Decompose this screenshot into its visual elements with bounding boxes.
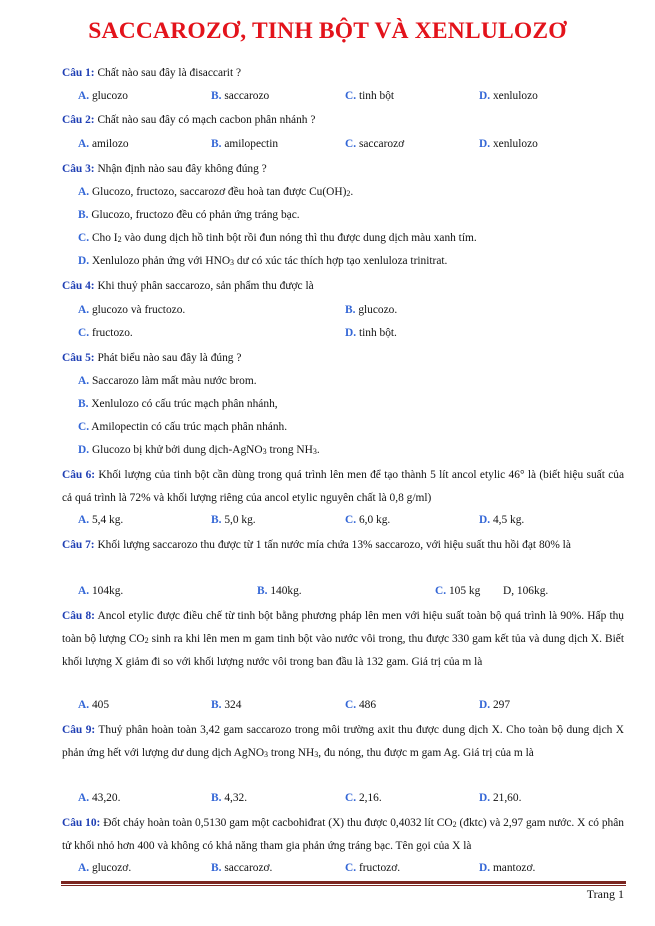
option-b: B. Xenlulozo có cấu trúc mạch phân nhánh, — [78, 398, 278, 410]
question-text: Chất nào sau đây là đisaccarit ? — [97, 67, 242, 79]
question-text: Khối lượng của tinh bột cần dùng trong quá trình lên men để tạo thành 5 lít ancol etylic 46° là (biết hiệu suất của cả quá trình là 72% và khối lượng riêng của ancol etylic nguyên chất là 0,8 g/ml) — [62, 469, 625, 504]
option-b: B. amilopectin — [211, 138, 279, 150]
question-text: Phát biểu nào sau đây là đúng ? — [97, 352, 242, 364]
option-b: B. saccarozơ. — [211, 862, 273, 874]
option-d: D. 21,60. — [479, 792, 522, 804]
question-text: Khi thuỷ phân saccarozo, sản phẩm thu được là — [97, 280, 314, 292]
option-a: A. 405 — [78, 699, 110, 711]
option-d: D. 4,5 kg. — [479, 514, 525, 526]
option-a: A. Glucozo, fructozo, saccarozơ đều hoà tan được $Cu(OH)_2$. — [78, 186, 354, 198]
option-d: D, 106kg. — [503, 585, 549, 597]
option-b: B. 4,32. — [211, 792, 248, 804]
option-a: A. Saccarozo làm mất màu nước brom. — [78, 375, 257, 387]
option-c: C. 6,0 kg. — [345, 514, 391, 526]
option-d: D. mantozơ. — [479, 862, 536, 874]
option-c: C. saccarozơ — [345, 138, 405, 150]
question-label: Câu 3: — [62, 163, 95, 175]
question-5 — [62, 347, 624, 370]
option-b: B. Glucozo, fructozo đều có phản ứng tráng bạc. — [78, 209, 300, 221]
question-2 — [62, 109, 624, 132]
question-text: Đốt cháy hoàn toàn 0,5130 gam một cacbohiđrat (X) thu được 0,4032 lít $CO_2$ (đktc) và 2,97 gam nước. X có phân tử khối nhỏ hơn 400 và không có khả năng tham gia phản ứng tráng bạc. Tên gọi của X là — [62, 817, 624, 852]
option-b: B. glucozo. — [345, 304, 398, 316]
question-label: Câu 7: — [62, 539, 95, 551]
option-b: B. 140kg. — [257, 585, 302, 597]
option-c: C. 105 kg — [435, 585, 481, 597]
question-10 — [62, 812, 624, 858]
question-label: Câu 1: — [62, 67, 95, 79]
option-c: C. 486 — [345, 699, 377, 711]
option-c: C. fructozo. — [78, 327, 133, 339]
option-c: C. Amilopectin có cấu trúc mạch phân nhánh. — [78, 421, 288, 433]
footer-rule-thin — [61, 885, 626, 886]
question-8 — [62, 605, 624, 674]
option-d: D. xenlulozo — [479, 90, 538, 102]
question-label: Câu 10: — [62, 817, 101, 829]
option-b: B. 324 — [211, 699, 242, 711]
option-d: D. 297 — [479, 699, 511, 711]
question-label: Câu 9: — [62, 724, 96, 736]
question-9 — [62, 719, 624, 765]
page-title: SACCAROZƠ, TINH BỘT VÀ XENLULOZƠ — [88, 18, 567, 44]
option-a: A. glucozo và fructozo. — [78, 304, 186, 316]
option-d: D. Glucozo bị khử bởi dung dịch-AgNO$_3$ trong $NH_3$. — [78, 444, 320, 456]
option-a: A. 5,4 kg. — [78, 514, 124, 526]
question-text: Chất nào sau đây có mạch cacbon phân nhánh ? — [97, 114, 316, 126]
page-number: Trang 1 — [586, 887, 624, 901]
option-d: D. Xenlulozo phản ứng với $HNO_3$ dư có xúc tác thích hợp tạo xenluloza trinitrat. — [78, 255, 448, 267]
option-a: A. amilozo — [78, 138, 129, 150]
option-b: B. 5,0 kg. — [211, 514, 256, 526]
question-label: Câu 8: — [62, 610, 95, 622]
option-a: A. 104kg. — [78, 585, 124, 597]
option-a: A. glucozơ. — [78, 862, 132, 874]
option-d: D. tinh bột. — [345, 327, 397, 339]
question-1 — [62, 62, 624, 85]
question-3 — [62, 158, 624, 181]
option-c: C. tinh bột — [345, 90, 395, 102]
option-d: D. xenlulozo — [479, 138, 538, 150]
question-text: Nhận định nào sau đây không đúng ? — [97, 163, 267, 175]
question-7 — [62, 534, 624, 557]
question-6 — [62, 464, 624, 510]
option-c: C. fructozơ. — [345, 862, 401, 874]
option-a: A. glucozo — [78, 90, 128, 102]
question-4 — [62, 275, 624, 298]
option-c: C. 2,16. — [345, 792, 382, 804]
option-b: B. saccarozo — [211, 90, 270, 102]
question-label: Câu 6: — [62, 469, 96, 481]
question-text: Khối lượng saccarozo thu được từ 1 tấn nước mía chứa 13% saccarozo, với hiệu suất thu hồi đạt 80% là — [97, 539, 571, 551]
option-c: C. Cho $I_2$ vào dung dịch hồ tinh bột rồi đun nóng thì thu được dung dịch màu xanh tím. — [78, 232, 477, 244]
question-text: Ancol etylic được điều chế từ tinh bột bằng phương pháp lên men với hiệu suất toàn bộ quá trình là 90%. Hấp thụ toàn bộ lượng $CO_2$ sinh ra khi lên men m gam tinh bột vào nước vôi trong, thu được 330 gam kết tủa và dung dịch X. Biết khối lượng X giảm đi so với khối lượng nước vôi trong ban đầu là 132 gam. Giá trị của m là — [62, 610, 625, 668]
question-text: Thuỷ phân hoàn toàn 3,42 gam saccarozo trong môi trường axit thu được dung dịch X. Cho toàn bộ dung dịch X phản ứng hết với lượng dư dung dịch AgNO$_3$ trong $NH_3$, đu nóng, thu được m gam Ag. Giá trị của m là — [62, 724, 624, 759]
question-label: Câu 2: — [62, 114, 95, 126]
option-a: A. 43,20. — [78, 792, 121, 804]
question-label: Câu 5: — [62, 352, 95, 364]
footer-rule-thick — [61, 881, 626, 884]
question-label: Câu 4: — [62, 280, 95, 292]
